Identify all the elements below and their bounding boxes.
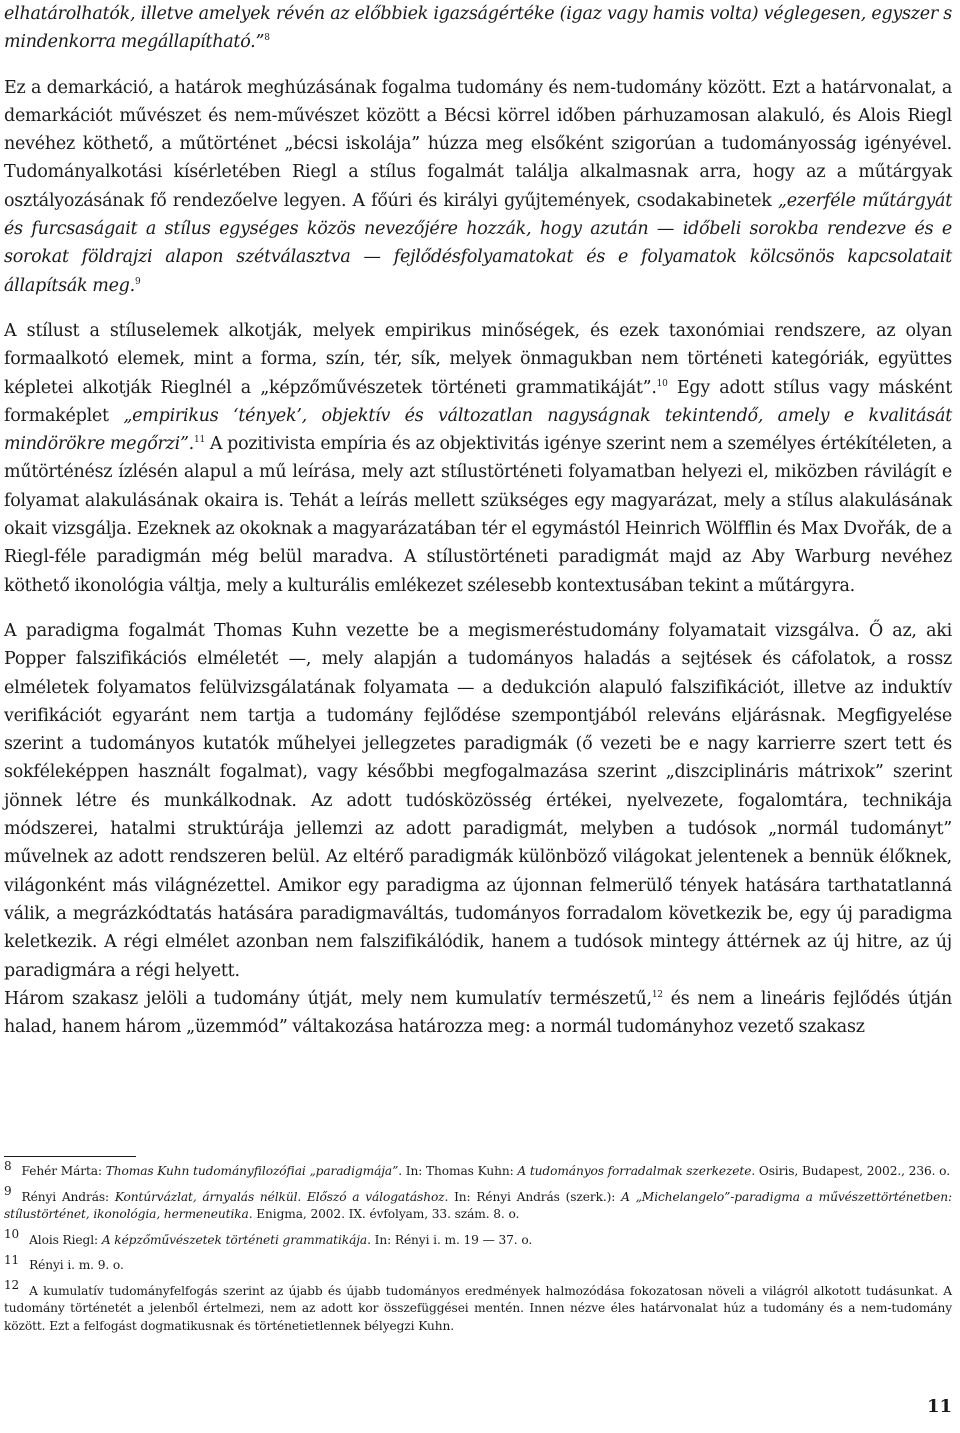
footnote-text: Rényi András: [21,1189,115,1204]
quote-text: elhatárolhatók, illetve amelyek révén az előbbiek igazságértéke (igaz vagy hamis volta) véglegesen, egyszer s mindenkorra megállapítható.” [4,4,952,53]
paragraph-text: és nem a lineáris fejlődés útján halad, hanem három „üzemmód” váltakozása határozza meg: a normál tudományhoz vezető szakasz [4,988,952,1038]
paragraph-quote-end [4,0,952,57]
footnote-number: 12 [4,1278,20,1293]
paragraph-demarcation [4,74,952,300]
footnote-text: . Enigma, 2002. IX. évfolyam, 33. szám. 8. o. [248,1207,520,1221]
footnote-text: . In: Thomas Kuhn: [398,1164,518,1178]
body-text [4,0,952,1041]
paragraph-text: Három szakasz jelöli a tudomány útját, mely nem kumulatív természetű, [4,988,652,1009]
footnote-11 [4,1252,952,1275]
footnote-12 [4,1278,952,1336]
footnote-title: Thomas Kuhn tudományfilozófiai „paradigmája” [105,1164,399,1178]
footnote-text: A kumulatív tudományfelfogás szerint az újabb és újabb tudományos eredmények halmozódása fokozatosan növeli a világról alkotott tudásunkat. A tudomány történetét a jelenből értelmezi, nem az adott kor összefüggései mentén. Innen nézve éles határvonalat húz a tudomány és a nem-tudomány között. Ezt a felfogást dogmatikusnak és történetietlennek bélyegzi Kuhn. [4,1283,952,1333]
paragraph-text: A stílust a stíluselemek alkotják, melyek empirikus minőségek, és ezek taxonómiai rendszere, az olyan formaalkotó elemek, mint a forma, szín, tér, sík, melyek önmagukban nem történeti kategóriák, együttes képletei alkotják Rieglnél a „képzőművészetek történeti grammatikáját”. [4,320,952,398]
paragraph-text: A pozitivista empíria és az objektivitás igénye szerint nem a személyes értékítéleten, a műtörténész ízlésén alapul a mű leírása, mely azt stílustörténeti folyamatban helyezi el, miközben rávilágít e folyamat alakulásának okaira is. Tehát a leírás mellett szükséges egy magyarázat, mely a stílus alakulásának okait vizsgálja. Ezeknek az okoknak a magyarázatában tér el egymástól Heinrich Wölfflin és Max Dvořák, de a Riegl-féle paradigmán még belül maradva. A stílustörténeti paradigmát majd az Aby Warburg nevéhez köthető ikonológia váltja, mely a kulturális emlékezet szélesebb kontextusában tekint a műtárgyra. [4,434,952,596]
formula-quote: „empirikus ‘tények’, objektív és változatlan nagyságnak tekintendő, amely e kvalitását mindörökre megőrzi”. [4,405,952,455]
paragraph-three-stages [4,985,952,1042]
paragraph-kuhn: A paradigma fogalmát Thomas Kuhn vezette be a megismeréstudomány folyamatait vizsgálva. Ő az, aki Popper falszifikációs elméletét —, mely alapján a tudományos haladás a sejtések és cáfolatok, a rossz elméletek folyamatos felülvizsgálatának folyamata — a dedukción alapuló falszifikációt, illetve az induktív verifikációt egyaránt nem tartja a tudomány fejlődése szempontjából releváns eljárásnak. Megfigyelése szerint a tudományos kutatók műhelyei jellegzetes paradigmák (ő vezeti be e nagy karrierre szert tett és sokféleképpen használt fogalmat), vagy későbbi megfogalmazása szerint „diszciplináris mátrixok” szerint jönnek létre és munkálkodnak. Az adott tudósközösség értékei, nyelvezete, fogalomtára, technikája módszerei, hatalmi struktúrája jellemzi az adott paradigmát, melyben a tudósok „normál tudományt” művelnek az adott rendszeren belül. Az eltérő paradigmák különböző világokat jelentenek a bennük élőknek, világonként más világnézettel. Amikor egy paradigma az újonnan felmerülő tények hatására tarthatatlanná válik, a megrázkódtatás hatására paradigmaváltás, tudományos forradalom következik be, egy új paradigma keletkezik. A régi elmélet azonban nem falszifikálódik, hanem a tudósok mintegy áttérnek az új hitre, az új paradigmára a régi helyett. [4,620,952,981]
footnote-ref-11[interactable]: 11 [193,435,205,446]
footnote-8 [4,1158,952,1181]
paragraph-text: Ez a demarkáció, a határok meghúzásának fogalma tudomány és nem-tudomány között. Ezt a határvonalat, a demarkációt művészet és nem-művészet között a Bécsi körrel időben párhuzamosan alakuló, és Alois Riegl nevéhez köthető, a műtörténet „bécsi iskolája” húzza meg elsőként szigorúan a tudományosság igényével. Tudományalkotási kísérletében Riegl a stílus fogalmát találja alkalmasnak arra, hogy az a műtárgyak osztályozásának fő rendezőelve legyen. A főúri és királyi gyűjtemények, csodakabinetek [4,77,952,211]
riegl-quote: „ezerféle műtárgyát és furcsaságait a stílus egységes közös nevezőjére hozzák, hogy azután — időbeli sorokba rendezve és e sorokat földrajzi alapon szétválasztva — fejlődésfolyamatokat és e folyamatok kölcsönös kapcsolatait állapítsák meg. [4,190,953,296]
footnote-title: A „Michelangelo”-paradigma a művészettörténetben: stílustörténet, ikonológia, hermeneutika [4,1189,953,1221]
footnote-number: 10 [4,1227,20,1242]
paragraph-text: Egy adott stílus vagy másként formaképlet [4,377,952,426]
paragraph-style [4,317,952,600]
footnote-number: 11 [4,1252,20,1267]
footnote-separator [4,1156,136,1157]
footnote-text: . In: Rényi András (szerk.): [444,1189,622,1204]
footnote-text: Fehér Márta: [21,1164,106,1178]
footnote-title: A tudományos forradalmak szerkezete [517,1164,752,1178]
footnote-number: 8 [4,1158,12,1173]
footnote-text: . Osiris, Budapest, 2002., 236. o. [751,1164,950,1178]
footnote-text: Alois Riegl: [29,1232,102,1247]
footnote-ref-9[interactable]: 9 [134,276,141,287]
footnote-number: 9 [4,1184,12,1199]
footnote-title: A képzőművészetek történeti grammatikája [101,1232,368,1247]
footnote-title: Kontúrvázlat, árnyalás nélkül. Előszó a válogatáshoz [114,1189,445,1204]
footnote-text: . In: Rényi i. m. 19 — 37. o. [367,1232,533,1247]
footnote-ref-12[interactable]: 12 [651,989,663,1000]
footnote-ref-10[interactable]: 10 [656,378,668,389]
page-number: 11 [926,1396,952,1417]
footnote-10 [4,1227,952,1250]
footnote-9 [4,1184,953,1224]
footnote-ref-8[interactable]: 8 [264,33,270,44]
footnote-text: Rényi i. m. 9. o. [29,1258,124,1272]
footnotes [4,1158,953,1343]
